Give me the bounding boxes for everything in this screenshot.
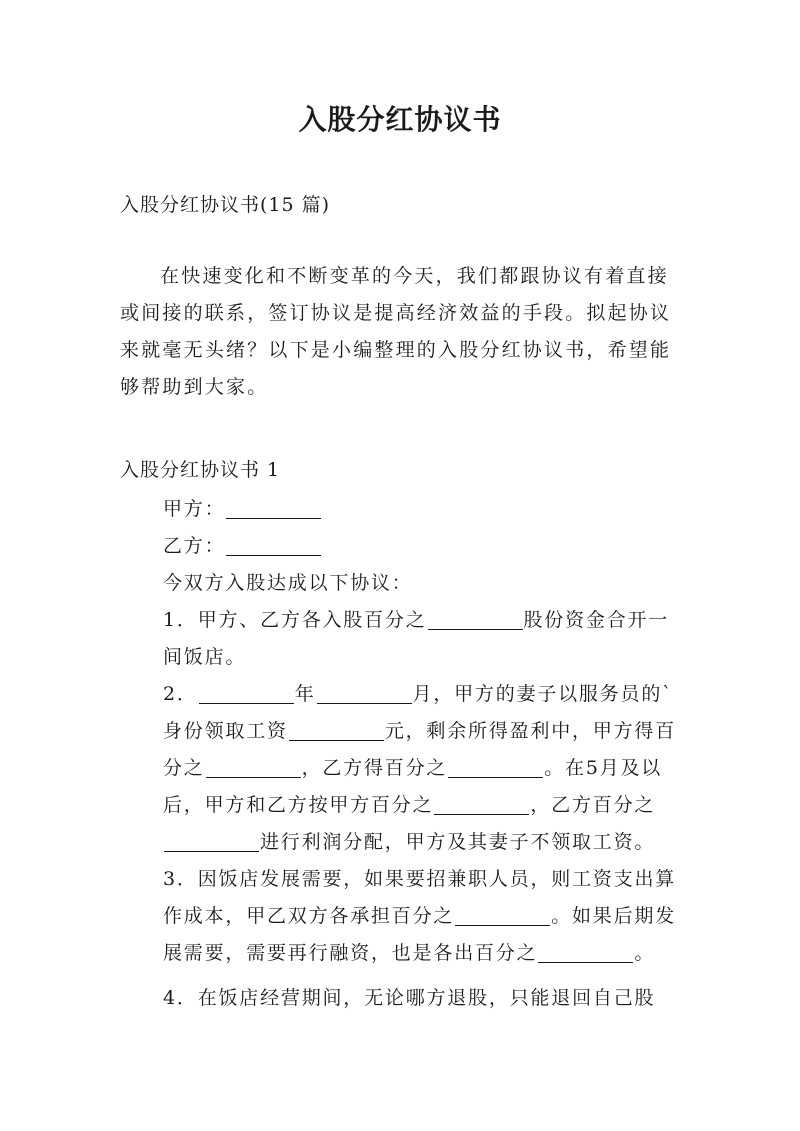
clause-2-blank-salary [289, 718, 384, 741]
clause-3-blank-finance [538, 940, 633, 963]
clause-4 [120, 980, 685, 1017]
clause-1 [120, 602, 685, 676]
clause-2-text-h: 进行利润分配，甲方及其妻子不领取工资。 [260, 831, 656, 853]
clause-3-text-c: 。 [634, 942, 656, 964]
agreement-intro-line [120, 565, 685, 602]
clause-2-blank-a-share [206, 755, 301, 778]
agreement-intro-text: 今双方入股达成以下协议： [163, 572, 413, 594]
clause-1-text-a: 1．甲方、乙方各入股百分之 [163, 609, 427, 631]
clause-2-blank-b-share [448, 755, 543, 778]
clause-2-blank-b-pct [164, 829, 259, 852]
clause-1-blank [428, 607, 523, 630]
party-a-blank [226, 496, 321, 519]
clause-2 [120, 676, 685, 861]
clause-3-text-a: 3．因饭店发展需要，如果要招兼职人员，则工资支出算作成本，甲乙双方各承担百分之 [163, 868, 677, 927]
clause-2-text-c: 月，甲方的妻子以服务员的`身份领取工资 [163, 683, 674, 742]
clause-2-text-g: ，乙方百分之 [530, 794, 656, 816]
clause-2-blank-year [199, 681, 294, 704]
document-subtitle: 入股分红协议书(15 篇) [120, 194, 331, 216]
party-b-blank [226, 533, 321, 556]
clause-1-text-b: 股份资金合开一间饭店。 [163, 609, 670, 668]
clause-2-text-a: 2． [163, 683, 198, 705]
clause-3-blank-cost [455, 903, 550, 926]
intro-paragraph [120, 258, 685, 406]
clause-2-text-b: 年 [294, 683, 316, 705]
intro-text: 在快速变化和不断变革的今天，我们都跟协议有着直接或间接的联系，签订协议是提高经济效益的手段。拟起协议来就毫无头绪？以下是小编整理的入股分红协议书，希望能够帮助到大家。 [120, 265, 672, 398]
party-a-label: 甲方： [163, 498, 226, 520]
clause-2-text-e: ，乙方得百分之 [301, 757, 448, 779]
clause-2-text-f: 。在5月及以后，甲方和乙方按甲方百分之 [163, 757, 663, 816]
clause-3-text-b: 。如果后期发展需要，需要再行融资，也是各出百分之 [163, 905, 677, 964]
party-a-line [120, 491, 685, 528]
clause-3 [120, 861, 685, 972]
document-title: 入股分红协议书 [298, 103, 502, 136]
party-b-label: 乙方： [163, 535, 226, 557]
clause-2-blank-a-pct [434, 792, 529, 815]
clause-2-text-d: 元，剩余所得盈利中，甲方得百分之 [163, 720, 677, 779]
party-b-line [120, 528, 685, 565]
section-heading: 入股分红协议书 1 [120, 459, 281, 481]
clause-2-blank-month [317, 681, 412, 704]
clause-4-text-a: 4．在饭店经营期间，无论哪方退股，只能退回自己股 [163, 987, 656, 1009]
